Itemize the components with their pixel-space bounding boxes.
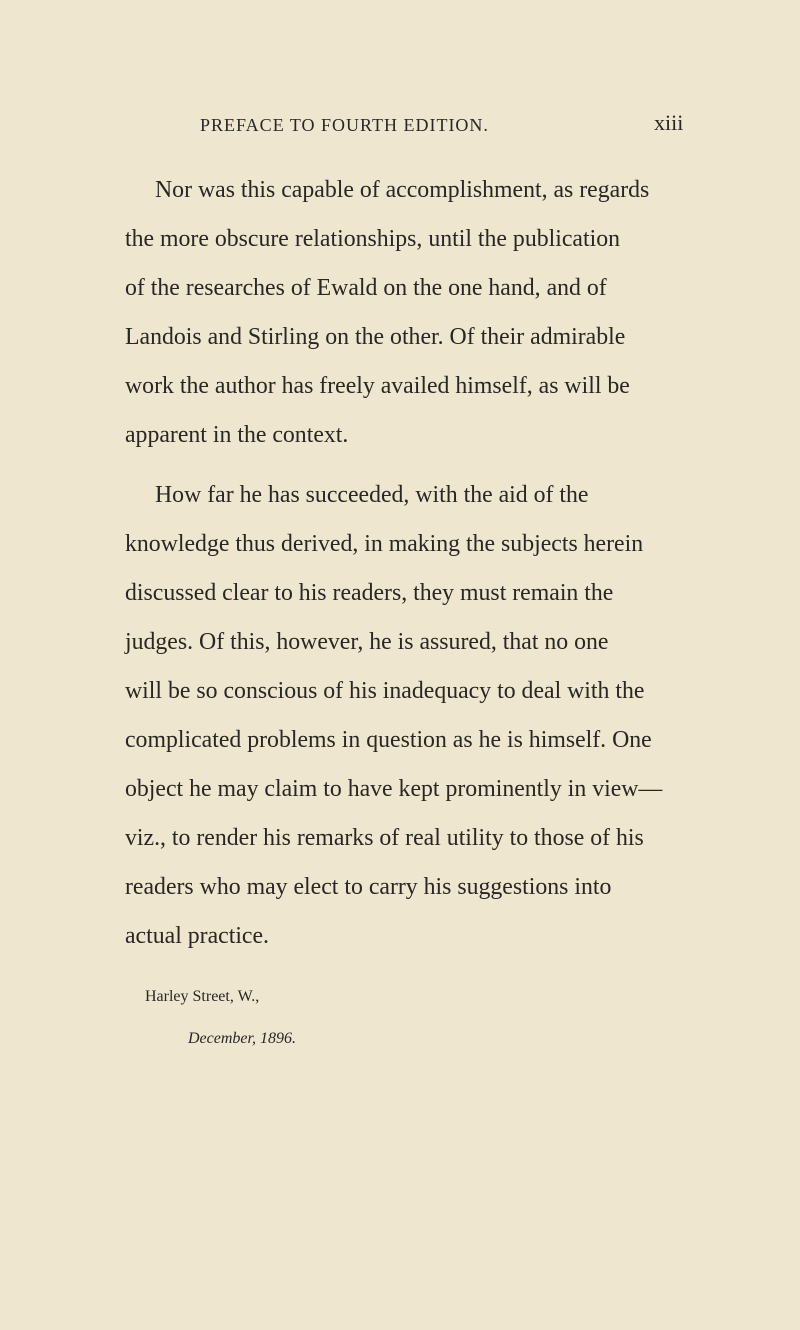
text-line: work the author has freely availed himself, as will be [125,373,630,399]
text-line: apparent in the context. [125,422,349,448]
text-line: complicated problems in question as he is himself. One [125,727,652,753]
text-line: knowledge thus derived, in making the subjects herein [125,531,644,557]
signature-date: December, 1896. [188,1030,296,1047]
running-head: PREFACE TO FOURTH EDITION. [200,115,489,135]
text-line: will be so conscious of his inadequacy to deal with the [125,678,645,704]
text-line: actual practice. [125,923,270,949]
text-line: viz., to render his remarks of real utility to those of his [125,825,644,851]
text-line: judges. Of this, however, he is assured, that no one [125,629,609,655]
text-line: of the researches of Ewald on the one hand, and of [125,275,607,301]
text-line: discussed clear to his readers, they must remain the [125,580,614,606]
text-line: object he may claim to have kept prominently in view— [125,776,663,802]
signature-place: Harley Street, W., [145,988,260,1005]
text-line: Nor was this capable of accomplishment, as regards [155,177,650,203]
page-number: xiii [654,110,684,135]
text-line: How far he has succeeded, with the aid of the [155,482,589,508]
text-line: the more obscure relationships, until the publication [125,226,620,252]
text-line: Landois and Stirling on the other. Of their admirable [125,324,626,350]
text-line: readers who may elect to carry his suggestions into [125,874,612,900]
